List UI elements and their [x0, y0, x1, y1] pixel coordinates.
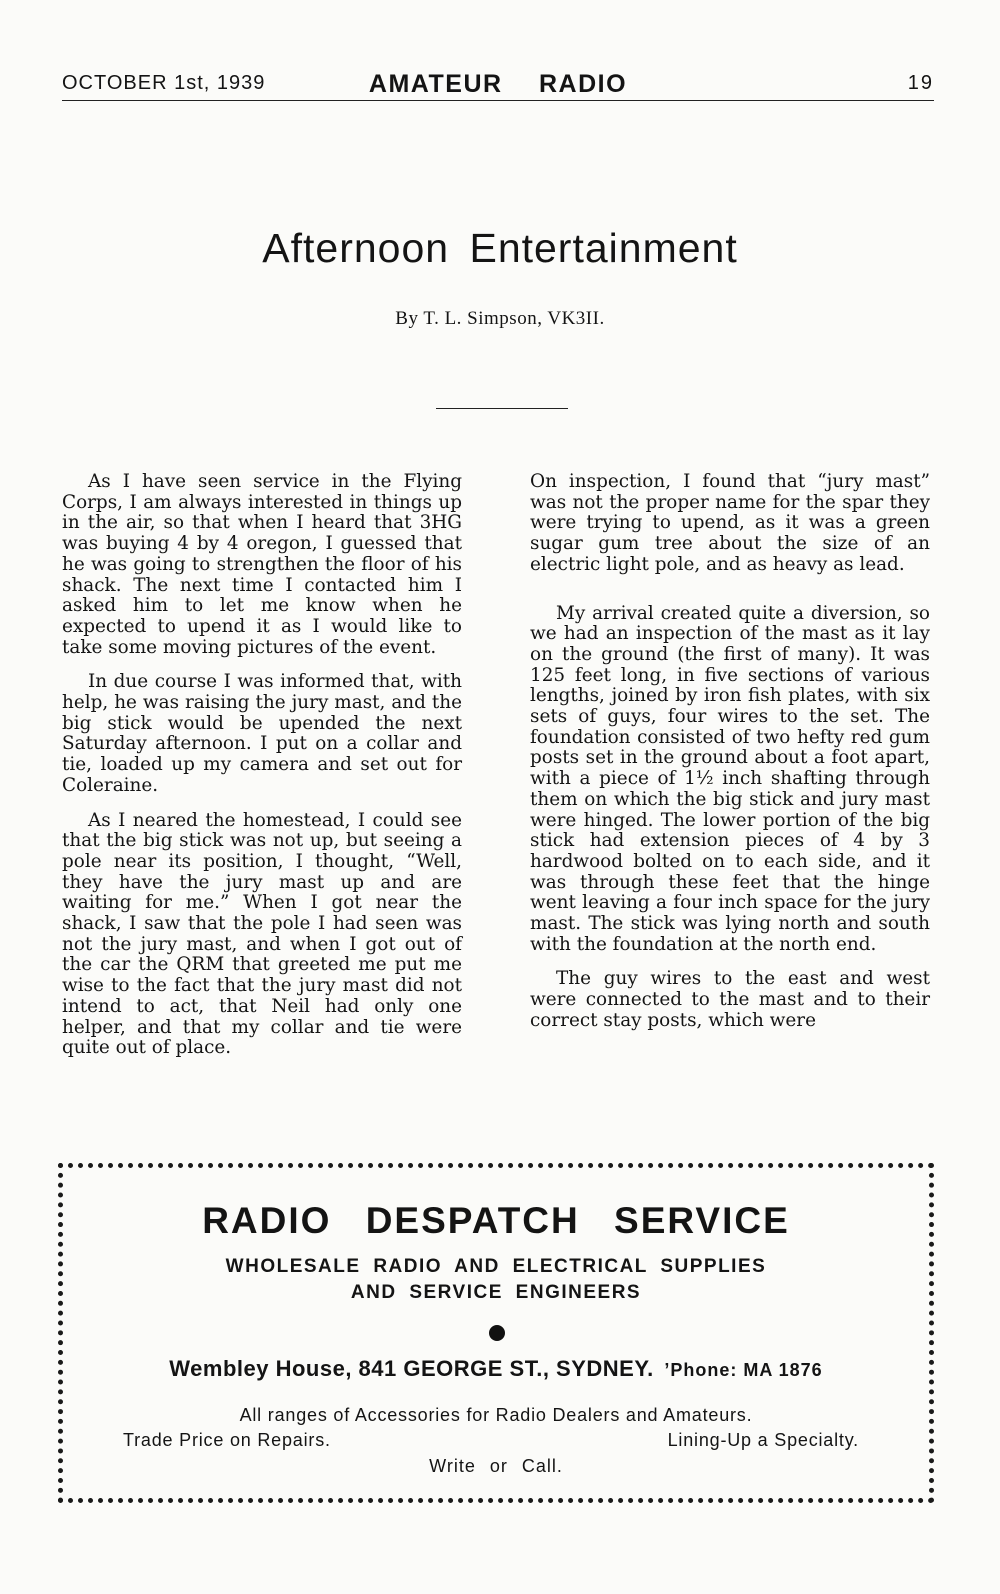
paragraph: As I neared the homestead, I could see that the big stick was not up, but seeing a pole near its position, I thought, “Well, they have the jury mast up and are waiting for me.” When I got near the shack, I saw that the pole I had seen was not the jury mast, and when I got out of the car the QRM that greeted me put me wise to the fact that the jury mast did not intend to act, that Neil had only one helper, and that my collar and tie were quite out of place. [62, 809, 462, 1059]
ad-address-line [63, 1356, 929, 1382]
ad-accessories-line: All ranges of Accessories for Radio Dealers and Amateurs. [239, 1405, 753, 1425]
article-column-left [62, 472, 462, 1073]
running-header [62, 70, 934, 101]
article-byline: By T. L. Simpson, VK3II. [395, 308, 605, 329]
paragraph: On inspection, I found that “jury mast” was not the proper name for the spar they were trying to upend, as it was a green sugar gum tree about the size of an electric light pole, and as heavy as lead. [530, 471, 930, 575]
bullet-dot-icon [489, 1325, 505, 1341]
ad-tagline-line2: AND SERVICE ENGINEERS [350, 1282, 642, 1303]
page-number: 19 [907, 72, 934, 94]
ad-specialty-line: Lining-Up a Specialty. [667, 1430, 859, 1450]
ad-repairs-line: Trade Price on Repairs. [123, 1430, 331, 1450]
ad-tagline-line1: WHOLESALE RADIO AND ELECTRICAL SUPPLIES [225, 1256, 767, 1277]
paragraph: As I have seen service in the Flying Corps, I am always interested in things up in the air, so that when I heard that 3HG was buying 4 by 4 oregon, I guessed that he was going to strengthen the floor of his shack. The next time I contacted him I asked him to let me know when he expected to upend it as I would like to take some moving pictures of the event. [62, 471, 462, 658]
article-title: Afternoon Entertainment [262, 225, 738, 271]
magazine-name: AMATEUR RADIO [368, 70, 628, 98]
ad-contact-line: Write or Call. [429, 1456, 563, 1476]
title-divider [436, 408, 568, 409]
paragraph: The guy wires to the east and west were connected to the mast and to their correct stay posts, which were [530, 968, 930, 1031]
ad-company-name: RADIO DESPATCH SERVICE [202, 1200, 790, 1241]
issue-date: OCTOBER 1st, 1939 [62, 72, 266, 94]
article-column-right [530, 472, 930, 1046]
advertisement-box [58, 1163, 934, 1503]
paragraph: My arrival created quite a diversion, so we had an inspection of the mast as it lay on the ground (the first of many). It was 125 feet long, in five sections of various lengths, joined by iron fish plates, with six sets of guys, four wires to the set. The foundation consisted of two hefty red gum posts set in the ground about a foot apart, with a piece of 1½ inch shafting through them on which the big stick and jury mast were hinged. The lower portion of the big stick had extension pieces of 4 by 3 hardwood bolted on to each side, and it was through these feet that the hinge went leaving a four inch space for the jury mast. The stick was lying north and south with the foundation at the north end. [530, 602, 930, 955]
ad-address: Wembley House, 841 GEORGE ST., SYDNEY. [169, 1356, 654, 1381]
paragraph: In due course I was informed that, with help, he was raising the jury mast, and the big stick would be upended the next Saturday afternoon. I put on a collar and tie, loaded up my camera and set out for Coleraine. [62, 671, 462, 796]
ad-phone: ’Phone: MA 1876 [664, 1360, 823, 1380]
